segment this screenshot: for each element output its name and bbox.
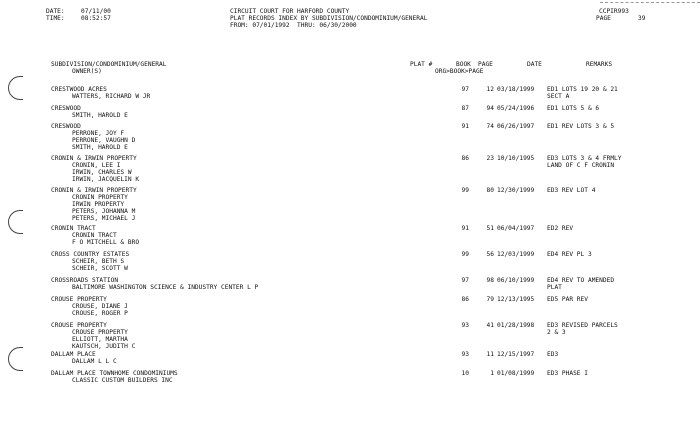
record-remarks: SECT A bbox=[547, 93, 570, 100]
column-plat-number: PLAT # bbox=[410, 61, 433, 68]
record-page: 51 bbox=[486, 225, 494, 232]
record-date: 06/10/1999 bbox=[497, 277, 535, 284]
record-book: 10 bbox=[461, 370, 469, 377]
column-page: PAGE bbox=[478, 61, 493, 68]
record-owner: PETERS, JOHANNA M bbox=[72, 208, 136, 215]
record-date: 06/26/1997 bbox=[497, 123, 535, 130]
report-id: CCPIR993 bbox=[599, 8, 629, 15]
record-book: 99 bbox=[461, 251, 469, 258]
court-name: CIRCUIT COURT FOR HARFORD COUNTY bbox=[230, 8, 350, 15]
time-label: TIME: bbox=[46, 15, 65, 22]
record-remarks: ED5 PAR REV bbox=[547, 296, 588, 303]
record-date: 12/30/1999 bbox=[497, 187, 535, 194]
record-subdivision-name: CRESWOOD bbox=[51, 105, 81, 112]
record-page: 79 bbox=[486, 296, 494, 303]
record-book: 87 bbox=[461, 105, 469, 112]
record-book: 93 bbox=[461, 322, 469, 329]
record-owner: CRONIN, LEE I bbox=[72, 162, 121, 169]
record-owner: SCHEIR, SCOTT W bbox=[72, 265, 128, 272]
record-remarks: PLAT bbox=[547, 284, 562, 291]
record-page: 80 bbox=[486, 187, 494, 194]
record-subdivision-name: CROUSE PROPERTY bbox=[51, 322, 107, 329]
record-subdivision-name: CRONIN & IRWIN PROPERTY bbox=[51, 155, 137, 162]
column-subdivision: SUBDIVISION/CONDOMINIUM/GENERAL bbox=[51, 61, 167, 68]
scan-edge-line bbox=[600, 2, 700, 3]
record-subdivision-name: CRONIN & IRWIN PROPERTY bbox=[51, 187, 137, 194]
record-owner: BALTIMORE WASHINGTON SCIENCE & INDUSTRY CENTER L P bbox=[72, 284, 259, 291]
record-owner: SMITH, HAROLD E bbox=[72, 144, 128, 151]
record-book: 99 bbox=[461, 187, 469, 194]
date-label: DATE: bbox=[46, 8, 65, 15]
record-date: 12/15/1997 bbox=[497, 351, 535, 358]
record-owner: CRONIN TRACT bbox=[72, 232, 117, 239]
date-value: 07/11/00 bbox=[81, 8, 111, 15]
record-owner: CLASSIC CUSTOM BUILDERS INC bbox=[72, 377, 173, 384]
record-subdivision-name: CROSS COUNTRY ESTATES bbox=[51, 251, 130, 258]
column-remarks: REMARKS bbox=[586, 61, 613, 68]
record-date: 05/24/1996 bbox=[497, 105, 535, 112]
record-owner: WATTERS, RICHARD W JR bbox=[72, 93, 151, 100]
record-page: 12 bbox=[486, 86, 494, 93]
record-date: 12/03/1999 bbox=[497, 251, 535, 258]
record-remarks: ED4 REV PL 3 bbox=[547, 251, 592, 258]
record-remarks: ED3 bbox=[547, 351, 559, 358]
record-owner: CROUSE, ROGER P bbox=[72, 310, 128, 317]
record-remarks: ED3 REV LOT 4 bbox=[547, 187, 596, 194]
record-book: 97 bbox=[461, 86, 469, 93]
record-subdivision-name: DALLAM PLACE bbox=[51, 351, 96, 358]
column-book: BOOK bbox=[456, 61, 471, 68]
record-book: 93 bbox=[461, 351, 469, 358]
record-remarks: ED3 PHASE I bbox=[547, 370, 588, 377]
date-range: FROM: 07/01/1992 THRU: 06/30/2000 bbox=[230, 22, 357, 29]
record-owner: IRWIN, JACQUELIN K bbox=[72, 176, 140, 183]
record-owner: ELLIOTT, MARTHA bbox=[72, 336, 128, 343]
record-remarks: ED3 LOTS 3 & 4 FRMLY bbox=[547, 155, 622, 162]
record-page: 74 bbox=[486, 123, 494, 130]
column-date: DATE bbox=[527, 61, 542, 68]
record-page: 98 bbox=[486, 277, 494, 284]
record-remarks: LAND OF C F CRONIN bbox=[547, 162, 615, 169]
record-book: 97 bbox=[461, 277, 469, 284]
record-owner: CRONIN PROPERTY bbox=[72, 194, 128, 201]
record-page: 41 bbox=[486, 322, 494, 329]
record-owner: PERRONE, VAUGHN D bbox=[72, 137, 136, 144]
record-owner: CROUSE, DIANE J bbox=[72, 303, 128, 310]
record-date: 10/10/1995 bbox=[497, 155, 535, 162]
record-remarks: ED1 REV LOTS 3 & 5 bbox=[547, 123, 615, 130]
record-remarks: ED4 REV TO AMENDED bbox=[547, 277, 615, 284]
record-subdivision-name: CRESWOOD bbox=[51, 123, 81, 130]
record-page: 56 bbox=[486, 251, 494, 258]
record-date: 12/13/1995 bbox=[497, 296, 535, 303]
record-book: 86 bbox=[461, 296, 469, 303]
punch-hole-mark bbox=[8, 76, 23, 100]
record-owner: KAUTSCH, JUDITH C bbox=[72, 343, 136, 350]
record-page: 94 bbox=[486, 105, 494, 112]
time-value: 08:52:57 bbox=[81, 15, 111, 22]
record-owner: IRWIN PROPERTY bbox=[72, 201, 125, 208]
record-remarks: 2 & 3 bbox=[547, 329, 566, 336]
record-date: 01/28/1998 bbox=[497, 322, 535, 329]
record-subdivision-name: CROSSROADS STATION bbox=[51, 277, 119, 284]
record-owner: SCHEIR, BETH S bbox=[72, 258, 125, 265]
record-date: 01/08/1999 bbox=[497, 370, 535, 377]
record-book: 86 bbox=[461, 155, 469, 162]
record-remarks: ED2 REV bbox=[547, 225, 574, 232]
record-owner: SMITH, HAROLD E bbox=[72, 112, 128, 119]
record-page: 1 bbox=[490, 370, 494, 377]
column-owners: OWNER(S) bbox=[72, 68, 102, 75]
record-remarks: ED1 LOTS 19 20 & 21 bbox=[547, 86, 618, 93]
record-subdivision-name: CRONIN TRACT bbox=[51, 225, 96, 232]
report-title: PLAT RECORDS INDEX BY SUBDIVISION/CONDOMINIUM/GENERAL bbox=[230, 15, 428, 22]
record-subdivision-name: CRESTWOOD ACRES bbox=[51, 86, 107, 93]
punch-hole-mark bbox=[8, 210, 23, 234]
record-remarks: ED1 LOTS 5 & 6 bbox=[547, 105, 600, 112]
record-date: 03/18/1999 bbox=[497, 86, 535, 93]
record-date: 06/04/1997 bbox=[497, 225, 535, 232]
record-owner: DALLAM L L C bbox=[72, 358, 117, 365]
record-owner: F O MITCHELL & BRO bbox=[72, 239, 140, 246]
record-owner: PETERS, MICHAEL J bbox=[72, 215, 136, 222]
record-owner: CROUSE PROPERTY bbox=[72, 329, 128, 336]
page-number: 39 bbox=[638, 15, 646, 22]
record-subdivision-name: DALLAM PLACE TOWNHOME CONDOMINIUMS bbox=[51, 370, 178, 377]
record-owner: PERRONE, JOY F bbox=[72, 130, 125, 137]
page-label: PAGE bbox=[596, 15, 611, 22]
punch-hole-mark bbox=[8, 347, 23, 371]
record-remarks: ED3 REVISED PARCELS bbox=[547, 322, 618, 329]
record-book: 91 bbox=[461, 123, 469, 130]
record-subdivision-name: CROUSE PROPERTY bbox=[51, 296, 107, 303]
record-book: 91 bbox=[461, 225, 469, 232]
record-page: 11 bbox=[486, 351, 494, 358]
column-org-book-page: ORG>BOOK>PAGE bbox=[435, 68, 484, 75]
record-owner: IRWIN, CHARLES W bbox=[72, 169, 132, 176]
record-page: 23 bbox=[486, 155, 494, 162]
